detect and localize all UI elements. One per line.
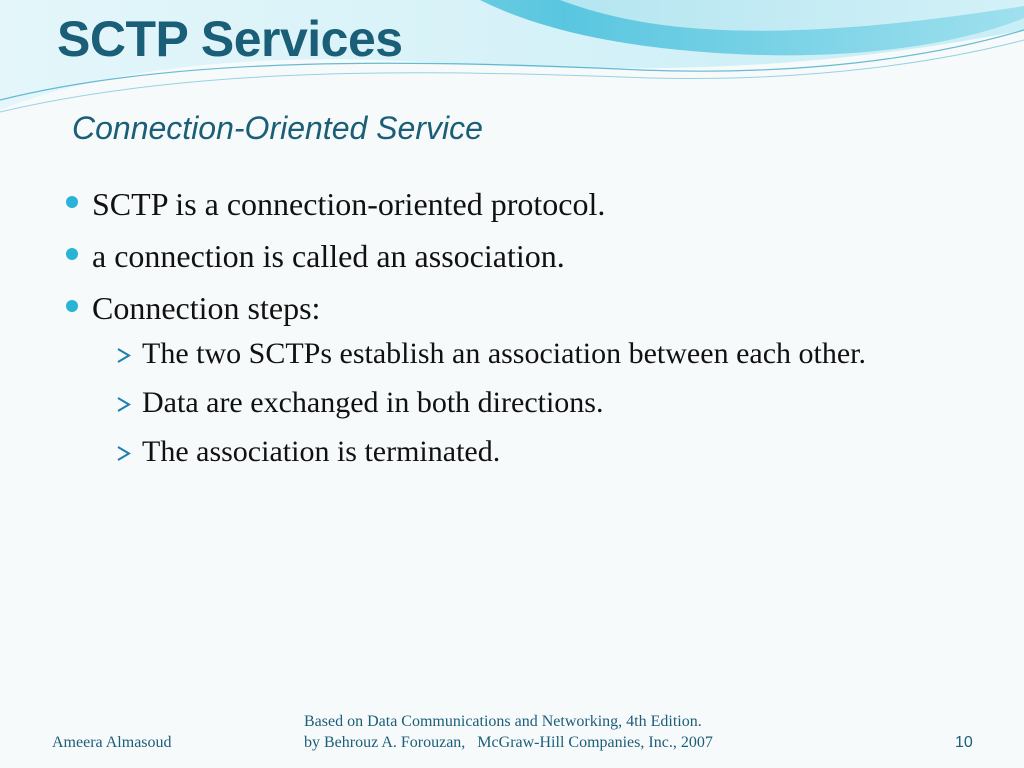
footer-source-line2: by Behrouz A. Forouzan, McGraw-Hill Companies, Inc., 2007 [304,733,713,751]
sub-bullet-text: Data are exchanged in both directions. [142,386,604,419]
sub-bullet-text: The two SCTPs establish an association between each other. [142,337,866,370]
round-bullet-icon [66,196,78,208]
footer-source [304,712,713,754]
bullet-text: Connection steps: [92,290,321,326]
footer-source-line1: Based on Data Communications and Networking, 4th Edition. [304,713,702,730]
sub-bullet-item [101,432,932,472]
bullet-text: a connection is called an association. [92,238,565,274]
round-bullet-icon [66,300,78,312]
page-number: 10 [955,734,973,751]
bullet-text: SCTP is a connection-oriented protocol. [92,186,606,222]
slide-title: SCTP Services [57,11,403,67]
footer-author: Ameera Almasoud [52,734,172,751]
round-bullet-icon [66,248,78,260]
sub-bullet-item [101,383,932,423]
bullet-item [60,288,960,472]
arrowhead-bullet-icon [116,397,131,412]
slide-subtitle: Connection-Oriented Service [72,110,483,146]
sub-bullet-item [101,334,932,374]
bullet-item [60,236,960,276]
arrowhead-bullet-icon [116,348,131,363]
sub-bullet-list [92,334,960,472]
bullet-list [60,184,960,484]
arrowhead-bullet-icon [116,446,131,461]
sub-bullet-text: The association is terminated. [142,435,501,468]
bullet-item [60,184,960,224]
